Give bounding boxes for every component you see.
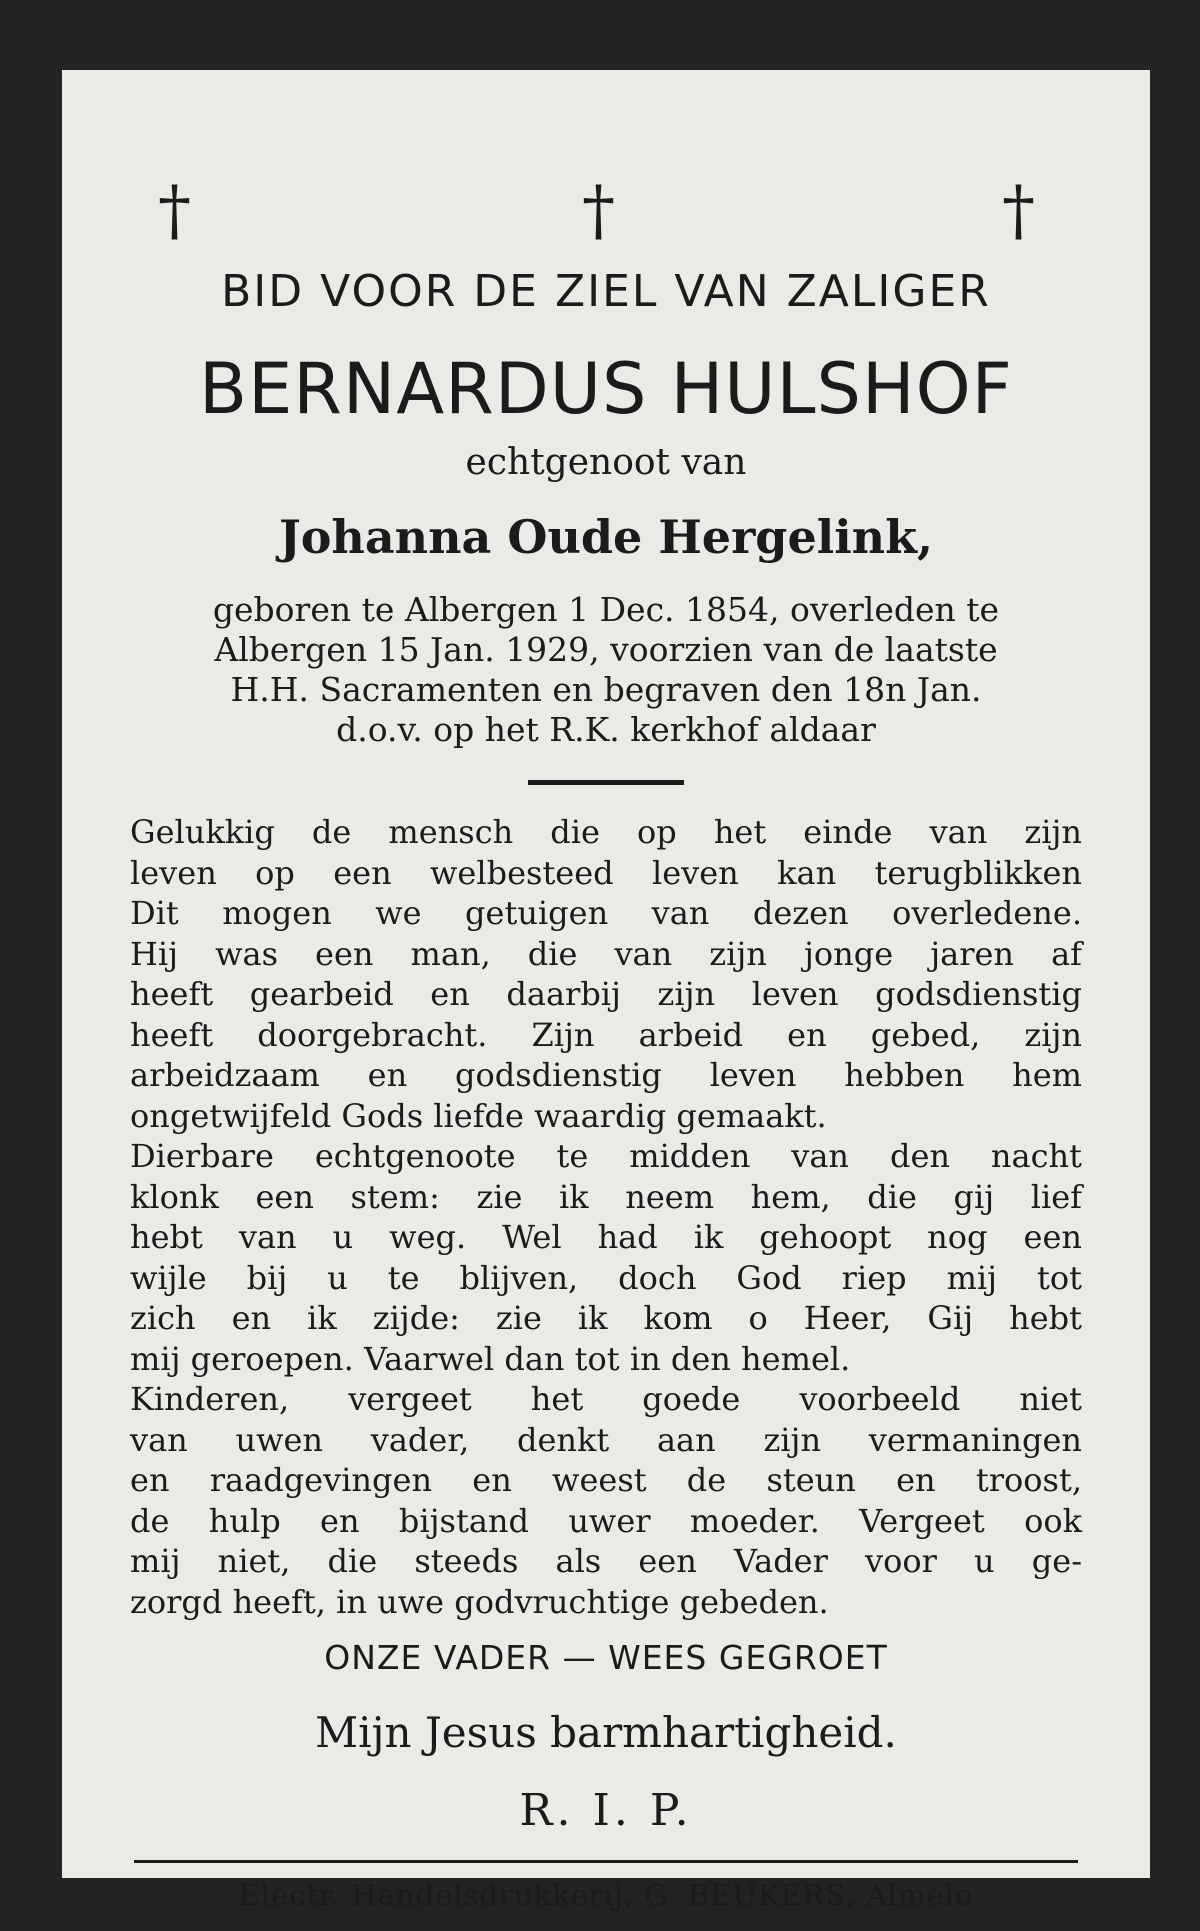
text-line: klonk een stem: zie ik neem hem, die gij lief — [130, 1177, 1082, 1216]
cross-icon: † — [582, 172, 615, 249]
rip: R. I. P. — [519, 1785, 693, 1836]
text-line: mij niet, die steeds als een Vader voor u ge- — [130, 1542, 1082, 1580]
printer-credit: Electr. Handelsdrukkerij, G. BEUKERS, Almelo — [238, 1878, 974, 1912]
spouse-name: Johanna Oude Hergelink, — [278, 510, 934, 564]
text-line: arbeidzaam en godsdienstig leven hebben hem — [130, 1056, 1082, 1094]
footer-divider — [134, 1860, 1078, 1863]
detail-line: Albergen 15 Jan. 1929, voorzien van de laatste — [214, 630, 998, 669]
divider — [528, 780, 684, 785]
text-line: Gelukkig de mensch die op het einde van zijn — [130, 813, 1082, 851]
text-line: wijle bij u te blijven, doch God riep mij tot — [130, 1258, 1082, 1297]
text-line: heeft gearbeid en daarbij zijn leven godsdienstig — [130, 975, 1082, 1013]
prayers: ONZE VADER — WEES GEGROET — [324, 1638, 888, 1677]
text-line: de hulp en bijstand uwer moeder. Vergeet ook — [130, 1501, 1082, 1540]
text-line: Dierbare echtgenoote te midden van den nacht — [130, 1137, 1082, 1175]
text-line: Kinderen, vergeet het goede voorbeeld niet — [130, 1380, 1082, 1418]
text-line: zorgd heeft, in uwe godvruchtige gebeden. — [130, 1582, 829, 1621]
crosses-row — [62, 172, 1150, 258]
text-line: leven op een welbesteed leven kan terugblikken — [130, 853, 1082, 892]
detail-line: H.H. Sacramenten en begraven den 18n Jan. — [230, 670, 982, 709]
text-line: en raadgevingen en weest de steun en troost, — [130, 1461, 1082, 1499]
text-line: ongetwijfeld Gods liefde waardig gemaakt. — [130, 1096, 827, 1135]
birth-death-details — [122, 590, 1090, 750]
spouse-intro: echtgenoot van — [465, 442, 747, 483]
text-line: zich en ik zijde: zie ik kom o Heer, Gij hebt — [130, 1299, 1082, 1337]
detail-line: geboren te Albergen 1 Dec. 1854, overleden te — [212, 590, 1000, 629]
text-line: Dit mogen we getuigen van dezen overledene. — [130, 894, 1082, 932]
deceased-name: BERNARDUS HULSHOF — [199, 348, 1013, 430]
text-line: Hij was een man, die van zijn jonge jaren af — [130, 934, 1082, 973]
memorial-text — [130, 812, 1082, 1622]
detail-line: d.o.v. op het R.K. kerkhof aldaar — [336, 710, 876, 749]
heading: BID VOOR DE ZIEL VAN ZALIGER — [221, 266, 991, 317]
text-line: hebt van u weg. Wel had ik gehoopt nog een — [130, 1218, 1082, 1256]
text-line: heeft doorgebracht. Zijn arbeid en gebed, zijn — [130, 1015, 1082, 1054]
cross-icon: † — [158, 172, 191, 249]
text-line: van uwen vader, denkt aan zijn vermaningen — [130, 1420, 1082, 1459]
memorial-card — [62, 70, 1150, 1912]
invocation: Mijn Jesus barmhartigheid. — [315, 1708, 897, 1757]
text-line: mij geroepen. Vaarwel dan tot in den hemel. — [130, 1339, 851, 1378]
cross-icon: † — [1002, 172, 1035, 249]
